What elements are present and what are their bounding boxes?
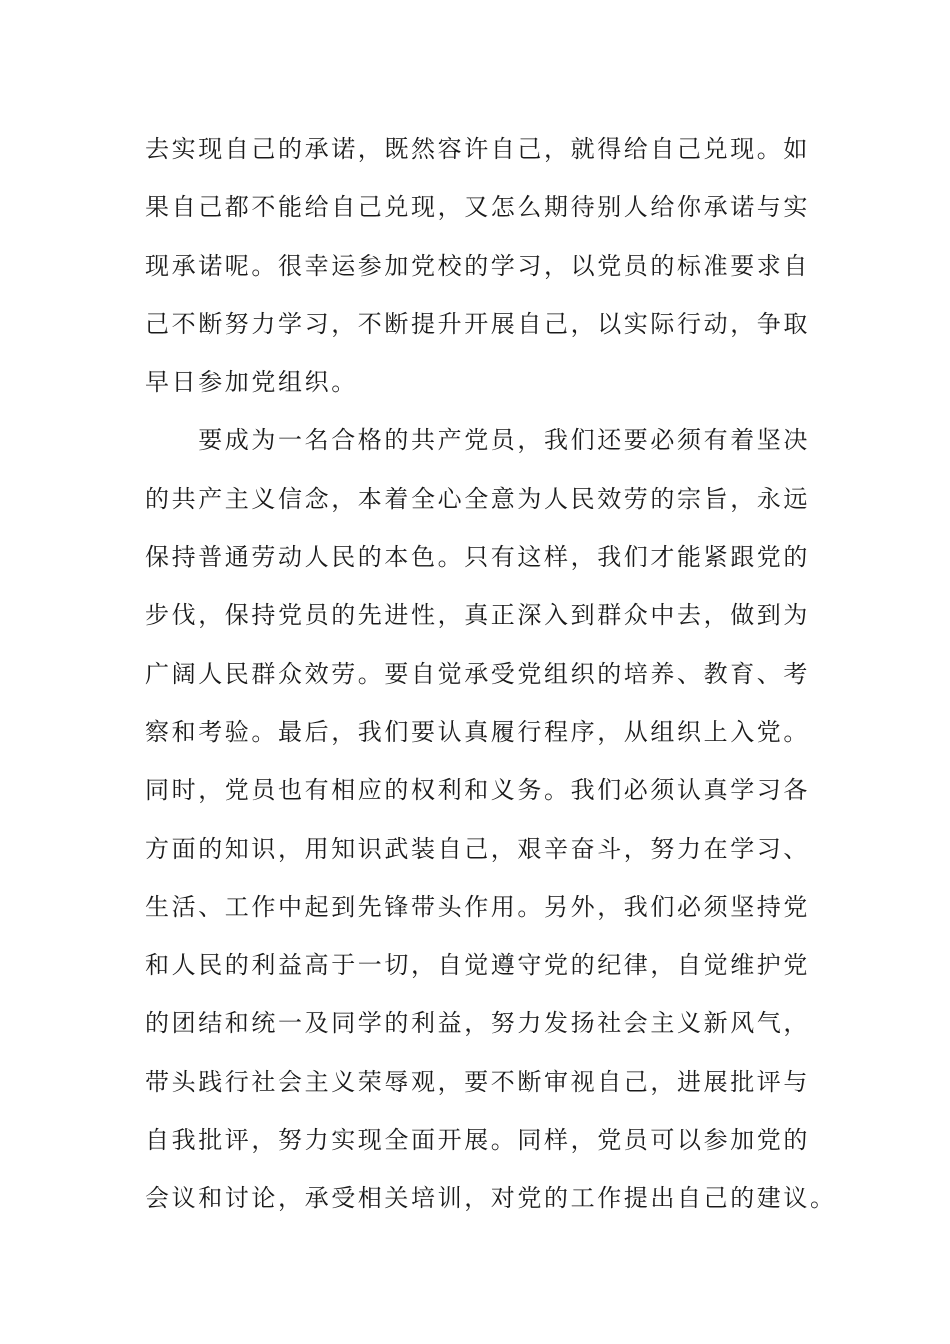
text-line: 和人民的利益高于一切，自觉遵守党的纪律，自觉维护党 — [145, 951, 810, 980]
text-line: 现承诺呢。很幸运参加党校的学习，以党员的标准要求自 — [145, 251, 810, 280]
text-line: 广阔人民群众效劳。要自觉承受党组织的培养、教育、考 — [145, 659, 810, 688]
text-line: 自我批评，努力实现全面开展。同样，党员可以参加党的 — [145, 1126, 810, 1155]
text-line: 的共产主义信念，本着全心全意为人民效劳的宗旨，永远 — [145, 484, 810, 513]
text-line: 生活、工作中起到先锋带头作用。另外，我们必须坚持党 — [145, 892, 810, 921]
text-line: 察和考验。最后，我们要认真履行程序，从组织上入党。 — [145, 717, 810, 746]
text-line: 要成为一名合格的共产党员，我们还要必须有着坚决 — [145, 426, 810, 455]
text-line: 去实现自己的承诺，既然容许自己，就得给自己兑现。如 — [145, 135, 810, 163]
text-line: 早日参加党组织。 — [145, 368, 358, 397]
body-text — [145, 120, 837, 1228]
text-line: 保持普通劳动人民的本色。只有这样，我们才能紧跟党的 — [145, 543, 810, 572]
text-line: 己不断努力学习，不断提升开展自己，以实际行动，争取 — [145, 309, 810, 338]
text-line: 的团结和统一及同学的利益，努力发扬社会主义新风气， — [145, 1009, 810, 1038]
text-line: 会议和讨论，承受相关培训，对党的工作提出自己的建议。 — [145, 1184, 837, 1213]
text-line: 果自己都不能给自己兑现，又怎么期待别人给你承诺与实 — [145, 193, 810, 222]
text-line: 同时，党员也有相应的权利和义务。我们必须认真学习各 — [145, 776, 810, 805]
text-line: 方面的知识，用知识武装自己，艰辛奋斗，努力在学习、 — [145, 834, 810, 863]
text-line: 带头践行社会主义荣辱观，要不断审视自己，进展批评与 — [145, 1067, 810, 1096]
text-line: 步伐，保持党员的先进性，真正深入到群众中去，做到为 — [145, 601, 810, 630]
